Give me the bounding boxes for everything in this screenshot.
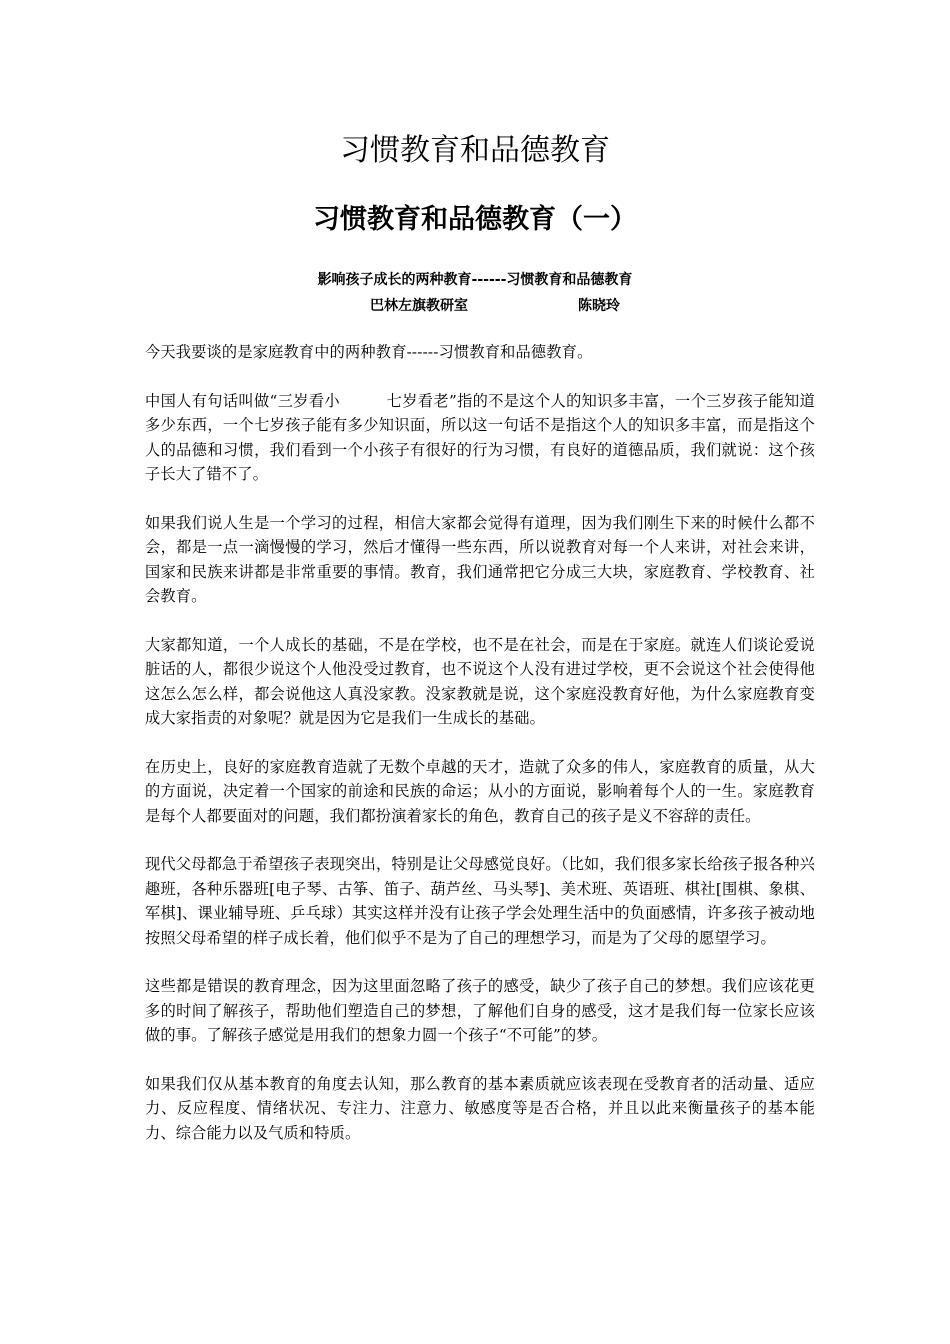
paragraph: 今天我要谈的是家庭教育中的两种教育------习惯教育和品德教育。: [145, 343, 593, 361]
paragraph: 如果我们说人生是一个学习的过程，相信大家都会觉得有道理，因为我们刚生下来的时候什么都不会，都是一点一滴慢慢的学习，然后才懂得一些东西，所以说教育对每一个人来讲，对社会来讲，国家和民族来讲都是非常重要的事情。教育，我们通常把它分成三大块，家庭教育、学校教育、社会教育。: [145, 513, 815, 605]
paragraph: 这些都是错误的教育理念，因为这里面忽略了孩子的感受，缺少了孩子自己的梦想。我们应该花更多的时间了解孩子，帮助他们塑造自己的梦想，了解他们自身的感受，这才是我们每一位家长应该做的事。了解孩子感觉是用我们的想象力圆一个孩子“不可能”的梦。: [145, 977, 815, 1044]
document-body: [145, 340, 815, 1169]
byline-organization: 巴林左旗教研室: [370, 298, 468, 314]
paragraph: 大家都知道，一个人成长的基础，不是在学校，也不是在社会，而是在于家庭。就连人们谈论爱说脏话的人，都很少说这个人他没受过教育，也不说这个人没有进过学校，更不会说这个社会使得他这怎么怎么样，都会说他这人真没家教。没家教就是说，这个家庭没教育好他，为什么家庭教育变成大家指责的对象呢？就是因为它是我们一生成长的基础。: [145, 635, 815, 727]
document-title: 习惯教育和品德教育: [340, 133, 610, 168]
paragraph: 现代父母都急于希望孩子表现突出，特别是让父母感觉良好。（比如，我们很多家长给孩子报各种兴趣班，各种乐器班[电子琴、古筝、笛子、葫芦丝、马头琴]、美术班、英语班、棋社[围棋、象棋、军棋]、课业辅导班、乒乓球）其实这样并没有让孩子学会处理生活中的负面感情，许多孩子被动地按照父母希望的样子成长着，他们似乎不是为了自己的理想学习，而是为了父母的愿望学习。: [145, 855, 815, 947]
byline-author-line: [0, 295, 950, 317]
paragraph: 中国人有句话叫做“三岁看小 七岁看老”指的不是这个人的知识多丰富，一个三岁孩子能知道多少东西，一个七岁孩子能有多少知识面，所以这一句话不是指这个人的知识多丰富，而是指这个人的品德和习惯，我们看到一个小孩子有很好的行为习惯，有良好的道德品质，我们就说：这个孩子长大了错不了。: [145, 391, 815, 483]
document-subtitle: 习惯教育和品德教育（一）: [313, 204, 637, 235]
paragraph: 在历史上，良好的家庭教育造就了无数个卓越的天才，造就了众多的伟人，家庭教育的质量，从大的方面说，决定着一个国家的前途和民族的命运；从小的方面说，影响着每个人的一生。家庭教育是每个人都要面对的问题，我们都扮演着家长的角色，教育自己的孩子是义不容辞的责任。: [145, 757, 815, 825]
byline-topic: 影响孩子成长的两种教育------习惯教育和品德教育: [317, 272, 633, 288]
byline-author: 陈晓玲: [578, 298, 620, 314]
paragraph: 如果我们仅从基本教育的角度去认知，那么教育的基本素质就应该表现在受教育者的活动量、适应力、反应程度、情绪状况、专注力、注意力、敏感度等是否合格，并且以此来衡量孩子的基本能力、综合能力以及气质和特质。: [145, 1074, 815, 1142]
